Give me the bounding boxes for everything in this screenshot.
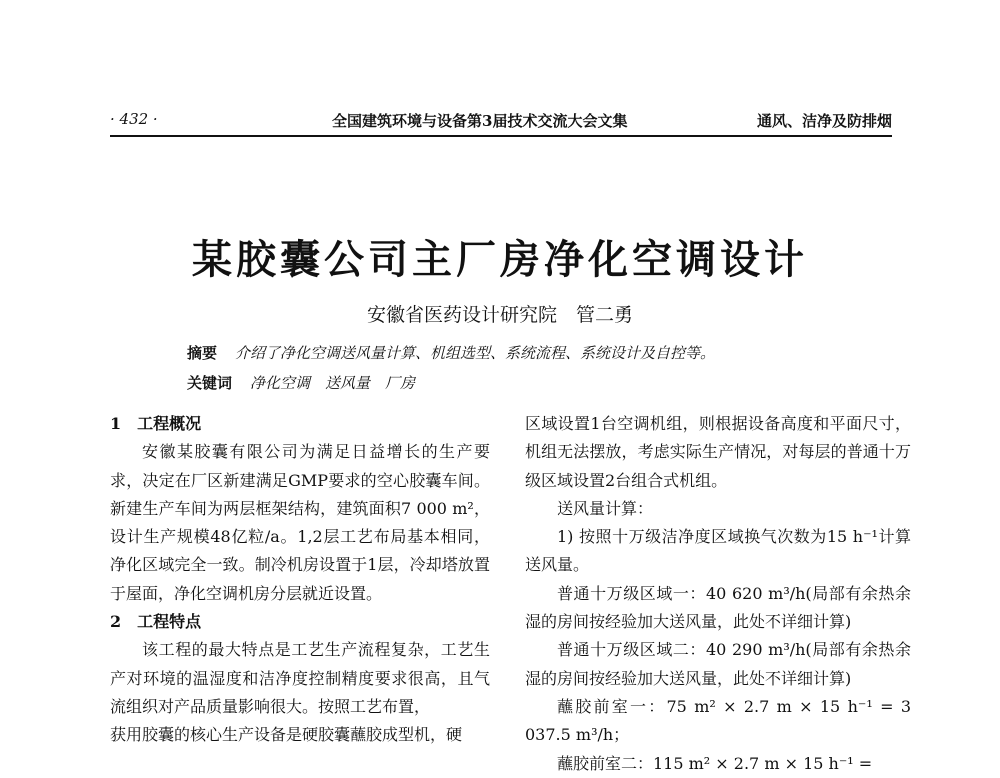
paragraph: 普通十万级区域一：40 620 m³/h(局部有余热余湿的房间按经验加大送风量，此处不详细计算): [525, 583, 911, 632]
abstract-label: 摘要: [187, 344, 218, 362]
right-column: [525, 410, 911, 778]
left-column: [110, 410, 490, 750]
paragraph: 该工程的最大特点是工艺生产流程复杂，工艺生产对环境的温湿度和洁净度控制精度要求很高，且气流组织对产品质量影响很大。按照工艺布置，: [110, 640, 490, 716]
paragraph: 送风量计算：: [557, 498, 654, 518]
paragraph: 蘸胶前室一：75 m² × 2.7 m × 15 h⁻¹ = 3 037.5 m³/h；: [525, 696, 911, 745]
author-line: 安徽省医药设计研究院 管二勇: [366, 304, 633, 326]
abstract: [187, 342, 715, 363]
paragraph-cut: 获用胶囊的核心生产设备是硬胶囊蘸胶成型机，硬: [110, 725, 463, 745]
keywords: [187, 372, 415, 393]
section-heading: 2 工程特点: [110, 612, 202, 632]
running-header: [110, 110, 892, 134]
keywords-label: 关键词: [187, 374, 233, 392]
journal-title: 全国建筑环境与设备第3届技术交流大会文集: [332, 112, 628, 130]
article-title: 某胶囊公司主厂房净化空调设计: [192, 236, 808, 283]
page-number: · 432 ·: [110, 110, 158, 128]
paragraph-cut: 蘸胶前室二：115 m² × 2.7 m × 15 h⁻¹ =: [557, 753, 873, 773]
paragraph: 安徽某胶囊有限公司为满足日益增长的生产要求，决定在厂区新建满足GMP要求的空心胶囊车间。新建生产车间为两层框架结构，建筑面积7 000 m²，设计生产规模48亿粒/a。1,2层工艺布局基本相同，净化区域完全一致。制冷机房设置于1层，冷却塔放置于屋面，净化空调机房分层就近设置。: [110, 442, 490, 603]
header-rule: [110, 135, 892, 137]
section-name: 通风、洁净及防排烟: [756, 112, 892, 130]
section-heading: 1 工程概况: [110, 414, 202, 433]
paragraph: 区域设置1台空调机组，则根据设备高度和平面尺寸，机组无法摆放，考虑实际生产情况，对每层的普通十万级区域设置2台组合式机组。: [525, 414, 911, 490]
keywords-text: 净化空调 送风量 厂房: [250, 374, 416, 392]
abstract-text: 介绍了净化空调送风量计算、机组选型、系统流程、系统设计及自控等。: [235, 344, 716, 362]
paragraph: 1) 按照十万级洁净度区域换气次数为15 h⁻¹计算送风量。: [525, 527, 911, 575]
paragraph: 普通十万级区域二：40 290 m³/h(局部有余热余湿的房间按经验加大送风量，此处不详细计算): [525, 640, 911, 688]
